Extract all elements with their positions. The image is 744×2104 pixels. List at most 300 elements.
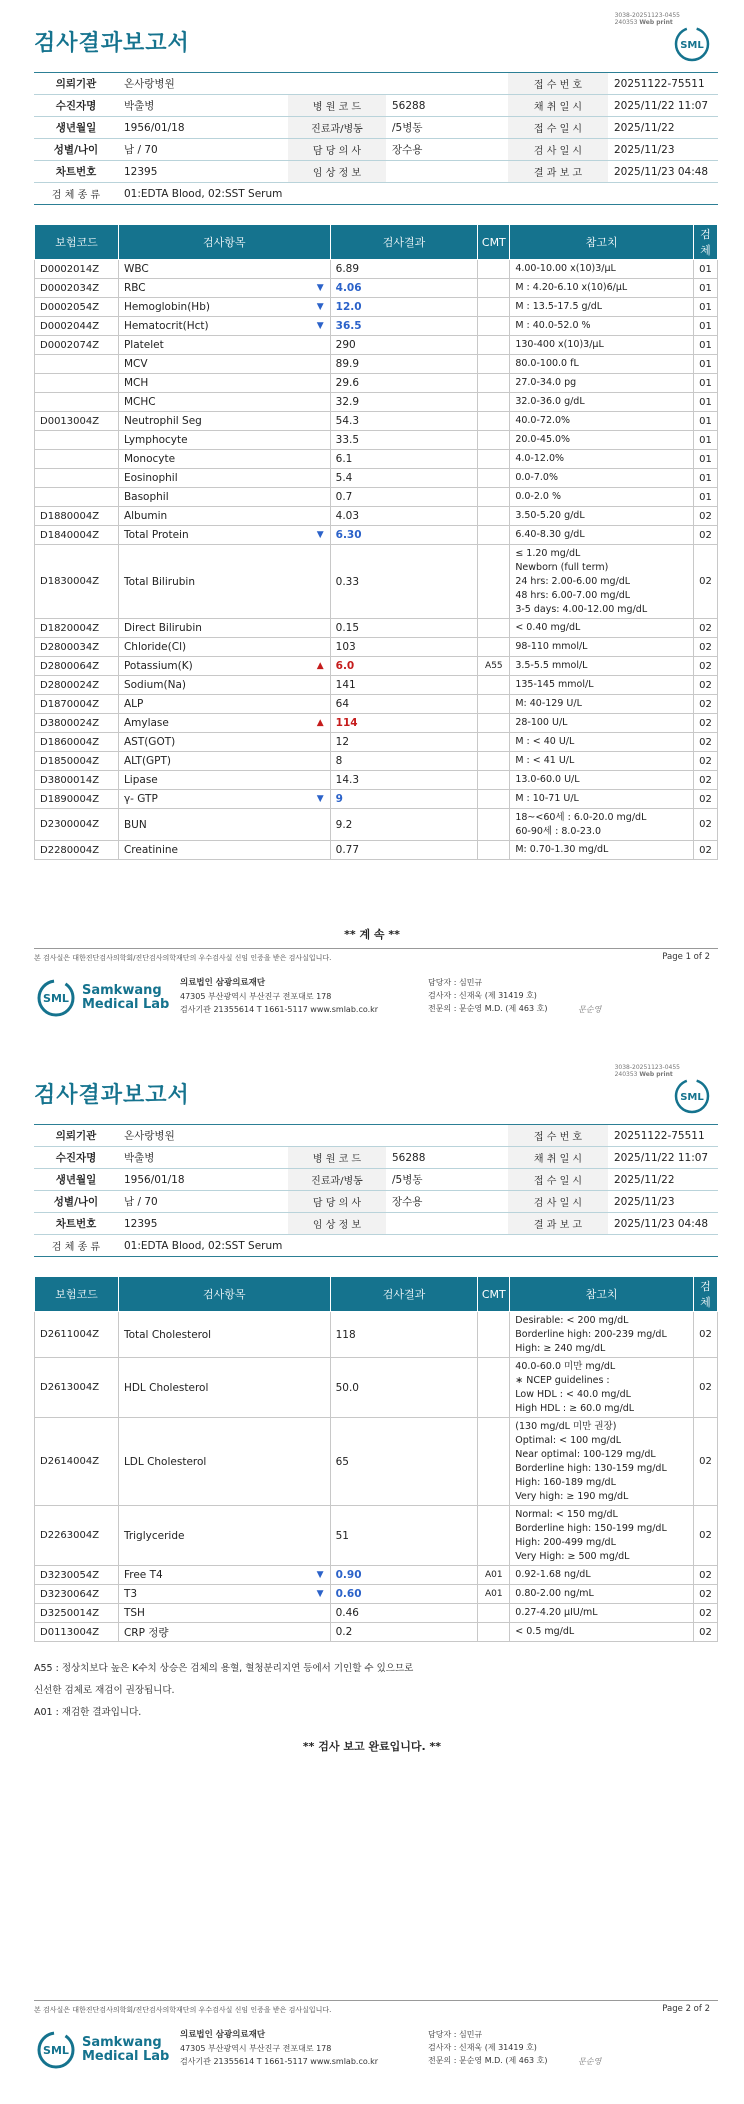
test-name-label: ALP [123,698,144,710]
test-name [118,355,330,374]
insurance-code: D2300004Z [35,809,119,841]
insurance-code: D2611004Z [35,1312,119,1358]
patient-label: 수진자명 [34,95,118,117]
specimen-code: 02 [693,1585,717,1604]
result-row [35,431,718,450]
test-name [118,676,330,695]
test-name-label: γ- GTP [123,793,158,805]
test-result: 36.5 [330,317,478,336]
test-result: 50.0 [330,1358,478,1418]
test-name-label: RBC [123,282,146,294]
hosp-code-value: 56288 [386,95,508,117]
signature: 문순영 [578,1005,602,1014]
reference-line: Normal: < 150 mg/dL [515,1508,618,1520]
reference-range [510,469,694,488]
patient-value: 박출병 [118,95,288,117]
comment-code [478,1312,510,1358]
receipt-no-value: 20251122-75511 [608,1125,718,1147]
comment-code: A01 [478,1566,510,1585]
comment-code [478,507,510,526]
insurance-code [35,469,119,488]
reference-range [510,638,694,657]
test-name-label: Total Bilirubin [123,575,195,588]
print-code: 3038-20251123-0455 240353 Web print [614,1064,680,1078]
receipt-no-label: 접 수 번 호 [508,73,608,95]
result-row [35,507,718,526]
low-flag-icon: ▼ [316,302,324,312]
test-result: 6.0 [330,657,478,676]
result-row [35,1566,718,1585]
reference-line: M: 40-129 U/L [515,698,582,709]
result-row [35,676,718,695]
comment-code [478,355,510,374]
reference-line: 80.0-100.0 fL [515,358,579,369]
comment-code [478,450,510,469]
specimen-code: 01 [693,412,717,431]
reference-line: 0.27-4.20 µIU/mL [515,1607,598,1618]
test-name [118,507,330,526]
test-result: 141 [330,676,478,695]
insurance-code: D2613004Z [35,1358,119,1418]
collect-label: 채 취 일 시 [508,95,608,117]
test-result: 12 [330,733,478,752]
test-name [118,336,330,355]
specimen-code: 01 [693,469,717,488]
sml-logo-icon [674,26,710,62]
result-row [35,450,718,469]
insurance-code: D1880004Z [35,507,119,526]
reference-line: Very High: ≥ 500 mg/dL [515,1550,630,1562]
test-name-label: Hematocrit(Hct) [123,320,209,332]
test-name-label: Lipase [123,774,158,786]
reference-line: High: ≥ 240 mg/dL [515,1342,606,1354]
insurance-code: D2800064Z [35,657,119,676]
comment-code [478,431,510,450]
reference-line: Newborn (full term) [515,561,609,573]
reference-line: High HDL : ≥ 60.0 mg/dL [515,1402,635,1414]
dept-value: /5병동 [386,1169,508,1191]
insurance-code: D1840004Z [35,526,119,545]
reference-line: 40.0-60.0 미만 mg/dL [515,1360,616,1372]
comment-code [478,695,510,714]
result-row [35,336,718,355]
reference-range [510,526,694,545]
test-result: 8 [330,752,478,771]
reference-range [510,545,694,619]
reference-line: Very high: ≥ 190 mg/dL [515,1490,629,1502]
test-date-label: 검 사 일 시 [508,1191,608,1213]
header-ref: 참고치 [510,1277,694,1312]
comment-code [478,752,510,771]
test-result: 0.46 [330,1604,478,1623]
test-result: 114 [330,714,478,733]
svg-text:SML: SML [680,1092,704,1103]
reference-line: 0.80-2.00 ng/mL [515,1588,594,1599]
header-result: 검사결과 [330,1277,478,1312]
hosp-code-value: 56288 [386,1147,508,1169]
dept-label: 진료과/병동 [288,117,386,139]
insurance-code: D3800024Z [35,714,119,733]
chart-label: 차트번호 [34,1213,118,1235]
specimen-code: 02 [693,733,717,752]
specimen-code: 02 [693,771,717,790]
reference-line: 27.0-34.0 pg [515,377,577,388]
test-name [118,317,330,336]
test-result: 89.9 [330,355,478,374]
reference-line: Borderline high: 200-239 mg/dL [515,1328,667,1340]
reference-line: < 0.40 mg/dL [515,622,581,633]
test-name [118,431,330,450]
test-result: 6.30 [330,526,478,545]
test-name [118,695,330,714]
test-name-label: Sodium(Na) [123,679,186,691]
test-result: 0.33 [330,545,478,619]
specimen-code: 02 [693,545,717,619]
insurance-code [35,393,119,412]
reference-line: M : 40.0-52.0 % [515,320,591,331]
comment-code [478,279,510,298]
doctor-value: 장수용 [386,1191,508,1213]
result-row [35,393,718,412]
receipt-no-label: 접 수 번 호 [508,1125,608,1147]
comment-code [478,374,510,393]
test-result: 33.5 [330,431,478,450]
result-row [35,298,718,317]
test-result: 14.3 [330,771,478,790]
results-table-page-1 [34,224,718,860]
chart-value: 12395 [118,161,288,183]
birth-value: 1956/01/18 [118,117,288,139]
test-result: 29.6 [330,374,478,393]
reference-range [510,450,694,469]
receipt-date-label: 접 수 일 시 [508,117,608,139]
insurance-code: D1860004Z [35,733,119,752]
reference-range [510,393,694,412]
comment-code [478,488,510,507]
header-cmt: CMT [478,1277,510,1312]
insurance-code: D2800024Z [35,676,119,695]
reference-range [510,676,694,695]
chart-label: 차트번호 [34,161,118,183]
specimen-code: 02 [693,507,717,526]
insurance-code: D1830004Z [35,545,119,619]
reference-line: ≤ 1.20 mg/dL [515,547,581,559]
low-flag-icon: ▼ [316,321,324,331]
clinical-value [386,1213,508,1235]
specimen-label: 검 체 종 류 [34,183,118,205]
reference-range [510,374,694,393]
test-name [118,809,330,841]
test-name-label: HDL Cholesterol [123,1381,209,1394]
test-result: 54.3 [330,412,478,431]
clinical-value [386,161,508,183]
reference-range [510,355,694,374]
specimen-label: 검 체 종 류 [34,1235,118,1257]
reference-line: 6.40-8.30 g/dL [515,529,585,540]
report-title: 검사결과보고서 [34,1083,190,1108]
patient-info-table [34,1124,718,1257]
comment-code [478,638,510,657]
hospital-label: 의뢰기관 [34,73,118,95]
sex-value: 남 / 70 [118,1191,288,1213]
reference-line: 0.92-1.68 ng/dL [515,1569,591,1580]
reference-line: M : 10-71 U/L [515,793,579,804]
patient-value: 박출병 [118,1147,288,1169]
reference-line: Borderline high: 150-199 mg/dL [515,1522,667,1534]
organization-info: 의료법인 삼광의료재단 47305 부산광역시 부산진구 전포대로 178 검사기관 21355614 T 1661-5117 www.smlab.co.kr [180,978,379,1014]
test-name-label: Lymphocyte [123,434,188,446]
test-result: 12.0 [330,298,478,317]
result-row [35,488,718,507]
test-name-label: Potassium(K) [123,660,193,672]
test-name-label: WBC [123,263,149,275]
test-name [118,393,330,412]
receipt-date-value: 2025/11/22 [608,1169,718,1191]
test-name [118,1623,330,1642]
comment-code [478,336,510,355]
test-name [118,638,330,657]
result-row [35,752,718,771]
signature: 문순영 [578,2057,602,2066]
result-row [35,657,718,676]
birth-value: 1956/01/18 [118,1169,288,1191]
reference-range [510,1506,694,1566]
test-name-label: ALT(GPT) [123,755,172,767]
test-result: 9.2 [330,809,478,841]
reference-line: 3.5-5.5 mmol/L [515,660,588,671]
test-name-label: Basophil [123,491,169,503]
test-result: 290 [330,336,478,355]
specimen-code: 02 [693,676,717,695]
test-name [118,1418,330,1506]
specimen-code: 02 [693,1623,717,1642]
test-date-value: 2025/11/23 [608,1191,718,1213]
reference-range [510,1623,694,1642]
test-name-label: Eosinophil [123,472,178,484]
staff-info: 담당자 : 심민규 검사자 : 신재욱 (제 31419 호) 전문의 : 문순영 M.D. (제 463 호) [428,2030,548,2065]
specimen-code: 02 [693,714,717,733]
clinical-label: 임 상 정 보 [288,1213,386,1235]
test-name-label: MCH [123,377,149,389]
specimen-code: 02 [693,1566,717,1585]
page-number: Page 1 of 2 [662,952,710,962]
header-result: 검사결과 [330,225,478,260]
clinical-label: 임 상 정 보 [288,161,386,183]
header-specimen: 검체 [693,225,717,260]
reference-range [510,752,694,771]
test-result: 0.15 [330,619,478,638]
specimen-code: 02 [693,1604,717,1623]
certification-note: 본 검사실은 대한진단검사의학회/진단검사의학재단의 우수검사실 신임 인증을 받은 검사실입니다. [34,2006,332,2014]
hospital-value: 온사랑병원 [118,1125,288,1147]
footer-divider [34,948,718,949]
specimen-code: 02 [693,695,717,714]
dept-value: /5병동 [386,117,508,139]
svg-text:SML: SML [43,2044,69,2057]
comment-code [478,1506,510,1566]
comment-code [478,469,510,488]
comment-code [478,771,510,790]
sml-logo-icon [674,1078,710,1114]
test-name-label: Direct Bilirubin [123,622,202,634]
low-flag-icon: ▼ [316,530,324,540]
specimen-code: 01 [693,431,717,450]
result-row [35,733,718,752]
reference-line: High: 200-499 mg/dL [515,1536,616,1548]
reference-line: 18~<60세 : 6.0-20.0 mg/dL [515,811,647,823]
comment-code: A01 [478,1585,510,1604]
test-name-label: TSH [123,1607,145,1619]
footer-logo: SML Samkwang Medical Lab [36,2030,169,2070]
reference-line: 28-100 U/L [515,717,568,728]
result-row [35,841,718,860]
test-result: 0.60 [330,1585,478,1604]
reference-line: (130 mg/dL 미만 권장) [515,1420,617,1432]
comment-code [478,1418,510,1506]
collect-value: 2025/11/22 11:07 [608,1147,718,1169]
collect-value: 2025/11/22 11:07 [608,95,718,117]
test-name-label: CRP 정량 [123,1626,169,1639]
test-name [118,545,330,619]
reference-range [510,336,694,355]
comment-code [478,841,510,860]
reference-line: M : < 40 U/L [515,736,575,747]
result-row [35,374,718,393]
low-flag-icon: ▼ [316,283,324,293]
specimen-code: 02 [693,619,717,638]
receipt-no-value: 20251122-75511 [608,73,718,95]
sex-value: 남 / 70 [118,139,288,161]
test-result: 0.90 [330,1566,478,1585]
insurance-code: D2280004Z [35,841,119,860]
reference-range [510,657,694,676]
result-row [35,355,718,374]
reference-range [510,412,694,431]
receipt-date-value: 2025/11/22 [608,117,718,139]
reference-range [510,298,694,317]
reference-range [510,1566,694,1585]
test-name [118,619,330,638]
reference-line: 48 hrs: 6.00-7.00 mg/dL [515,589,631,601]
result-row [35,809,718,841]
comment-code [478,790,510,809]
reference-range [510,317,694,336]
reference-range [510,279,694,298]
comment-code [478,393,510,412]
reference-line: Optimal: < 100 mg/dL [515,1434,622,1446]
birth-label: 생년월일 [34,117,118,139]
results-table-page-2 [34,1276,718,1642]
report-title: 검사결과보고서 [34,31,190,56]
reference-line: 0.0-2.0 % [515,491,562,502]
test-result: 4.03 [330,507,478,526]
doctor-value: 장수용 [386,139,508,161]
result-row [35,526,718,545]
header-specimen: 검체 [693,1277,717,1312]
test-date-label: 검 사 일 시 [508,139,608,161]
insurance-code: D2263004Z [35,1506,119,1566]
reference-range [510,695,694,714]
test-name-label: Monocyte [123,453,176,465]
insurance-code [35,355,119,374]
insurance-code: D3230054Z [35,1566,119,1585]
dept-label: 진료과/병동 [288,1169,386,1191]
test-name-label: Total Cholesterol [123,1328,212,1341]
patient-label: 수진자명 [34,1147,118,1169]
result-row [35,1585,718,1604]
sml-footer-logo-icon [36,2030,76,2070]
test-date-value: 2025/11/23 [608,139,718,161]
comment-code [478,809,510,841]
test-name [118,1506,330,1566]
specimen-code: 02 [693,841,717,860]
reference-range [510,714,694,733]
specimen-code: 02 [693,638,717,657]
reference-line: M: 0.70-1.30 mg/dL [515,844,609,855]
test-result: 51 [330,1506,478,1566]
comment-code [478,545,510,619]
insurance-code [35,488,119,507]
test-name [118,841,330,860]
test-result: 118 [330,1312,478,1358]
insurance-code: D0013004Z [35,412,119,431]
report-label: 결 과 보 고 [508,161,608,183]
test-name [118,279,330,298]
insurance-code [35,450,119,469]
header-ref: 참고치 [510,225,694,260]
doctor-label: 담 당 의 사 [288,1191,386,1213]
reference-line: 24 hrs: 2.00-6.00 mg/dL [515,575,631,587]
birth-label: 생년월일 [34,1169,118,1191]
specimen-code: 01 [693,355,717,374]
test-name [118,1604,330,1623]
low-flag-icon: ▼ [316,1570,324,1580]
comment-code [478,619,510,638]
specimen-code: 02 [693,1358,717,1418]
test-result: 0.7 [330,488,478,507]
organization-info: 의료법인 삼광의료재단 47305 부산광역시 부산진구 전포대로 178 검사기관 21355614 T 1661-5117 www.smlab.co.kr [180,2030,379,2066]
insurance-code: D3230064Z [35,1585,119,1604]
reference-line: 0.0-7.0% [515,472,558,483]
result-row [35,790,718,809]
test-name-label: Amylase [123,717,169,729]
result-row [35,545,718,619]
test-result: 4.06 [330,279,478,298]
reference-line: < 0.5 mg/dL [515,1626,575,1637]
reference-range [510,1312,694,1358]
test-name [118,469,330,488]
test-name-label: Platelet [123,339,164,351]
result-row [35,1312,718,1358]
test-name [118,733,330,752]
svg-text:SML: SML [680,40,704,51]
result-row [35,1358,718,1418]
hosp-code-label: 병 원 코 드 [288,95,386,117]
test-name-label: BUN [123,818,147,831]
test-name [118,1566,330,1585]
insurance-code [35,431,119,450]
reference-line: High: 160-189 mg/dL [515,1476,616,1488]
test-result: 103 [330,638,478,657]
reference-line: 3.50-5.20 g/dL [515,510,585,521]
reference-range [510,809,694,841]
specimen-code: 01 [693,393,717,412]
result-row [35,469,718,488]
comment-code [478,1604,510,1623]
insurance-code: D1890004Z [35,790,119,809]
insurance-code: D0002014Z [35,260,119,279]
result-row [35,619,718,638]
